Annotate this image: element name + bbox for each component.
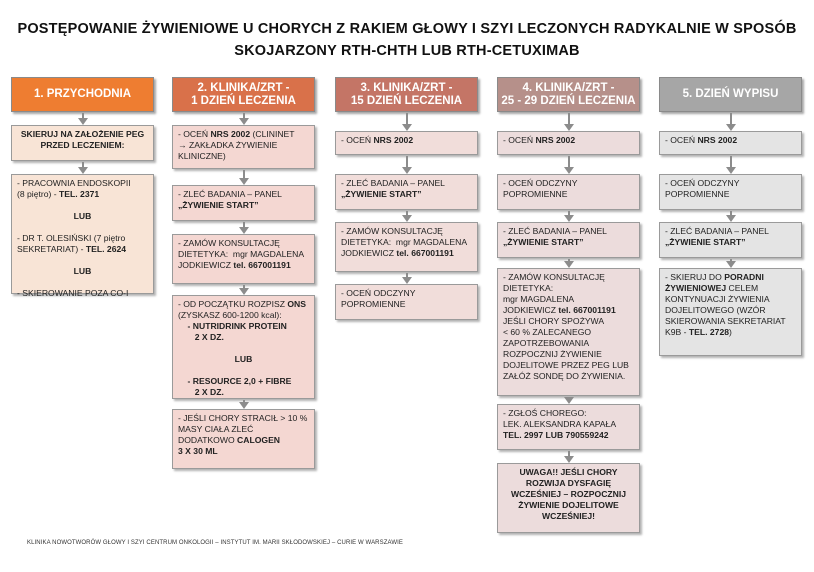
step-box-c3-2: [335, 174, 478, 210]
arrow-head-icon: [239, 288, 249, 295]
step-text-line: - PRACOWNIA ENDOSKOPII: [17, 178, 131, 188]
step-text-line: DIETETYKA: mgr MAGDALENA: [341, 237, 468, 247]
arrow-head-icon: [726, 261, 736, 268]
step-text-line: JODKIEWICZ tel. 667001191: [178, 260, 291, 270]
step-text-line: - OCEŃ ODCZYNY: [665, 178, 740, 188]
step-text-line: „ŻYWIENIE START”: [341, 189, 422, 199]
step-box-c4-1: [497, 131, 640, 155]
arrow-head-icon: [564, 456, 574, 463]
step-text-line: - NUTRIDRINK PROTEIN: [178, 321, 287, 331]
step-box-c3-3: [335, 222, 478, 272]
step-text-line: - OD POCZĄTKU ROZPISZ ONS: [178, 299, 306, 309]
arrow-head-icon: [239, 178, 249, 185]
step-text-line: POPROMIENNE: [665, 189, 730, 199]
step-text-line: ZAŁÓŻ SONDĘ DO ŻYWIENIA.: [503, 371, 626, 381]
arrow-head-icon: [564, 215, 574, 222]
step-box-c3-1: [335, 131, 478, 155]
step-text-line: 2 X DZ.: [178, 332, 224, 342]
step-box-c1-1: [11, 125, 154, 161]
step-text-line: ŻYWIENIE DOJELITOWE: [518, 500, 619, 510]
step-box-c4-2: [497, 174, 640, 210]
step-text-line: - SKIERUJ DO PORADNI: [665, 272, 764, 282]
arrow-head-icon: [564, 261, 574, 268]
step-box-c4-4: [497, 268, 640, 396]
step-text-line: „ŻYWIENIE START”: [503, 237, 584, 247]
column-header-1: 1. PRZYCHODNIA: [11, 77, 154, 112]
arrow-head-icon: [402, 167, 412, 174]
step-text-line: - ZLEĆ BADANIA – PANEL: [178, 189, 282, 199]
step-text-line: [17, 255, 148, 266]
step-text-line: SKIEROWANIA SEKRETARIAT: [665, 316, 786, 326]
step-text-line: WCZEŚNIEJ – ROZPOCZNIJ: [510, 489, 627, 499]
step-text-line: ŻYWIENIOWEJ CELEM: [665, 283, 759, 293]
step-text-line: MASY CIAŁA ZLEĆ: [178, 424, 254, 434]
step-text-line: - OCEŃ NRS 2002 (CLININET: [178, 129, 295, 139]
step-text-line: - DR T. OLESIŃSKI (7 piętro: [17, 233, 126, 243]
arrow-head-icon: [78, 118, 88, 125]
step-text-line: LUB: [234, 354, 253, 364]
step-text-line: 3 X 30 ML: [178, 446, 218, 456]
step-text-line: JODKIEWICZ tel. 667001191: [503, 305, 616, 315]
step-text-line: [17, 277, 148, 288]
connector-arrow: [730, 156, 732, 167]
step-text-line: „ŻYWIENIE START”: [178, 200, 259, 210]
step-text-line: - ZLEĆ BADANIA – PANEL: [341, 178, 445, 188]
footer-text: KLINIKA NOWOTWORÓW GŁOWY I SZYI CENTRUM ONKOLOGII – INSTYTUT IM. MARII SKŁODOWSKIEJ – CURIE W WARSZAWIE: [27, 540, 403, 546]
step-text-line: LUB: [73, 266, 92, 276]
step-text-line: - SKIEROWANIE POZA CO-I: [17, 288, 129, 298]
step-text-line: LEK. ALEKSANDRA KAPAŁA: [503, 419, 617, 429]
step-text-line: ZAPOTRZEBOWANIA: [503, 338, 590, 348]
step-text-line: - JEŚLI CHORY STRACIŁ > 10 %: [178, 413, 308, 423]
column-header-2: 2. KLINIKA/ZRT - 1 DZIEŃ LECZENIA: [172, 77, 315, 112]
column-header-5: 5. DZIEŃ WYPISU: [659, 77, 802, 112]
step-text-line: mgr MAGDALENA: [503, 294, 575, 304]
step-text-line: [178, 365, 309, 376]
step-box-c5-3: [659, 222, 802, 258]
step-text-line: K9B - TEL. 2728): [665, 327, 732, 337]
step-box-c5-2: [659, 174, 802, 210]
connector-arrow: [243, 170, 245, 178]
step-text-line: < 60 % ZALECANEGO: [503, 327, 592, 337]
step-box-c3-4: [335, 284, 478, 320]
step-text-line: DODATKOWO CALOGEN: [178, 435, 281, 445]
step-text-line: DOJELITOWEGO (WZÓR: [665, 305, 766, 315]
step-text-line: POPROMIENNE: [341, 299, 406, 309]
step-text-line: „ŻYWIENIE START”: [665, 237, 746, 247]
step-box-c4-6: [497, 463, 640, 533]
step-text-line: JEŚLI CHORY SPOŻYWA: [503, 316, 605, 326]
step-text-line: POPROMIENNE: [503, 189, 568, 199]
step-text-line: ROZWIJA DYSFAGIĘ: [525, 478, 612, 488]
step-box-c4-3: [497, 222, 640, 258]
step-box-c5-1: [659, 131, 802, 155]
step-text-line: [17, 200, 148, 211]
step-text-line: (8 piętro) - TEL. 2371: [17, 189, 100, 199]
step-text-line: DIETETYKA:: [503, 283, 554, 293]
step-text-line: DOJELITOWE PRZEZ PEG LUB: [503, 360, 629, 370]
arrow-head-icon: [239, 118, 249, 125]
step-text-line: SKIERUJ NA ZAŁOŻENIE PEG: [20, 129, 145, 139]
column-header-4: 4. KLINIKA/ZRT - 25 - 29 DZIEŃ LECZENIA: [497, 77, 640, 112]
step-text-line: - OCEŃ ODCZYNY: [341, 288, 416, 298]
step-text-line: [178, 343, 309, 354]
step-text-line: TEL. 2997 LUB 790559242: [503, 430, 609, 440]
step-text-line: - ZLEĆ BADANIA – PANEL: [665, 226, 769, 236]
page-title-line-2: SKOJARZONY RTH-CHTH LUB RTH-CETUXIMAB: [234, 43, 580, 59]
arrow-head-icon: [239, 402, 249, 409]
step-text-line: KONTYNUACJI ŻYWIENIA: [665, 294, 770, 304]
step-text-line: 2 X DZ.: [178, 387, 224, 397]
arrow-head-icon: [564, 124, 574, 131]
page-title-line-1: POSTĘPOWANIE ŻYWIENIOWE U CHORYCH Z RAKIEM GŁOWY I SZYI LECZONYCH RADYKALNIE W SPOSÓB: [17, 21, 797, 37]
step-text-line: UWAGA!! JEŚLI CHORY: [519, 467, 618, 477]
step-text-line: LUB: [73, 211, 92, 221]
step-text-line: - RESOURCE 2,0 + FIBRE: [178, 376, 292, 386]
step-text-line: → ZAKŁADKA ŻYWIENIE: [178, 140, 278, 150]
arrow-head-icon: [402, 215, 412, 222]
step-text-line: JODKIEWICZ tel. 667001191: [341, 248, 454, 258]
step-text-line: - ZAMÓW KONSULTACJĘ: [341, 226, 443, 236]
step-text-line: DIETETYKA: mgr MAGDALENA: [178, 249, 305, 259]
step-text-line: SEKRETARIAT) - TEL. 2624: [17, 244, 127, 254]
arrow-head-icon: [402, 277, 412, 284]
step-text-line: - ZAMÓW KONSULTACJĘ: [503, 272, 605, 282]
step-box-c2-1: [172, 125, 315, 169]
step-text-line: KLINICZNE): [178, 151, 226, 161]
step-text-line: [17, 222, 148, 233]
arrow-head-icon: [239, 227, 249, 234]
connector-arrow: [568, 113, 570, 124]
step-text-line: - OCEŃ NRS 2002: [665, 135, 738, 145]
step-text-line: - OCEŃ NRS 2002: [503, 135, 576, 145]
step-text-line: - OCEŃ ODCZYNY: [503, 178, 578, 188]
step-box-c2-2: [172, 185, 315, 221]
connector-arrow: [406, 156, 408, 167]
arrow-head-icon: [726, 215, 736, 222]
step-box-c2-4: [172, 295, 315, 399]
step-box-c5-4: [659, 268, 802, 356]
arrow-head-icon: [564, 397, 574, 404]
step-box-c1-2: [11, 174, 154, 298]
arrow-head-icon: [402, 124, 412, 131]
connector-arrow: [406, 113, 408, 124]
step-text-line: - OCEŃ NRS 2002: [341, 135, 414, 145]
column-header-3: 3. KLINIKA/ZRT - 15 DZIEŃ LECZENIA: [335, 77, 478, 112]
step-text-line: - ZLEĆ BADANIA – PANEL: [503, 226, 607, 236]
arrow-head-icon: [726, 167, 736, 174]
connector-arrow: [568, 156, 570, 167]
step-text-line: - ZAMÓW KONSULTACJĘ: [178, 238, 280, 248]
step-text-line: - ZGŁOŚ CHOREGO:: [503, 408, 587, 418]
step-text-line: ROZPOCZNIJ ŻYWIENIE: [503, 349, 602, 359]
step-box-c4-5: [497, 404, 640, 450]
step-text-line: WCZEŚNIEJ!: [542, 511, 595, 521]
step-text-line: PRZED LECZENIEM:: [40, 140, 125, 150]
arrow-head-icon: [78, 167, 88, 174]
step-box-c2-3: [172, 234, 315, 284]
step-box-c2-5: [172, 409, 315, 469]
connector-arrow: [730, 113, 732, 124]
arrow-head-icon: [726, 124, 736, 131]
arrow-head-icon: [564, 167, 574, 174]
step-text-line: (ZYSKASZ 600-1200 kcal):: [178, 310, 282, 320]
